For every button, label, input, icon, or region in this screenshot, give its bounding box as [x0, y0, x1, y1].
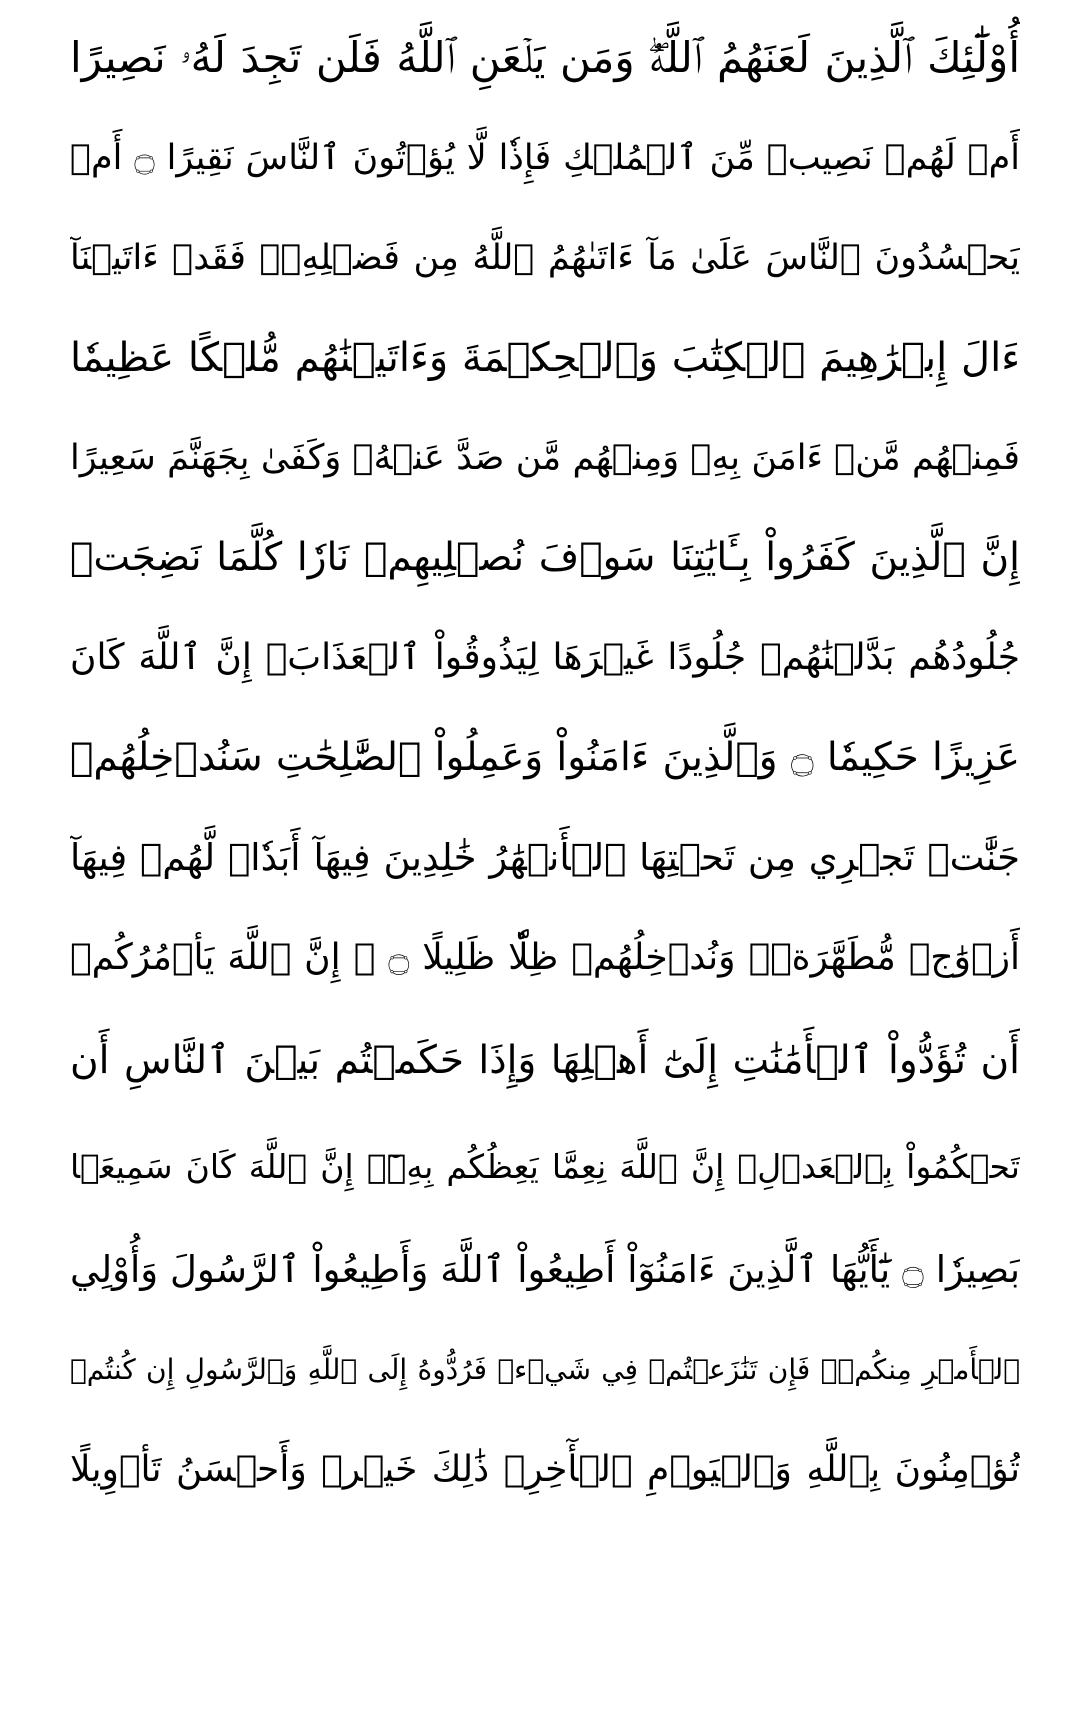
text-line-1: أُوْلَٰٓئِكَ ٱلَّذِينَ لَعَنَهُمُ ٱللَّهُۖ وَمَن يَلۡعَنِ ٱللَّهُ فَلَن تَجِدَ لَهُۥ نَصِيرًا: [70, 33, 1020, 82]
text-line-12: تَحۡكُمُواْ بِٱلۡعَدۡلِۚ إِنَّ ٱللَّهَ نِعِمَّا يَعِظُكُم بِهِۦٓۗ إِنَّ ٱللَّهَ كَانَ سَمِيعَۢا: [70, 1147, 1020, 1186]
text-line-5: فَمِنۡهُم مَّنۡ ءَامَنَ بِهِۦ وَمِنۡهُم مَّن صَدَّ عَنۡهُۚ وَكَفَىٰ بِجَهَنَّمَ سَعِيرًا: [70, 438, 1020, 478]
text-line-13: بَصِيرٗا ۝ يَٰٓأَيُّهَا ٱلَّذِينَ ءَامَنُوٓاْ أَطِيعُواْ ٱللَّهَ وَأَطِيعُواْ ٱلرَّسُولَ وَأُوْلِي: [70, 1248, 1020, 1291]
text-line-6: إِنَّ ٱلَّذِينَ كَفَرُواْ بِـَٔايَٰتِنَا سَوۡفَ نُصۡلِيهِمۡ نَارٗا كُلَّمَا نَضِجَتۡ: [70, 535, 1020, 580]
text-line-10: أَزۡوَٰجٞ مُّطَهَّرَةٞۖ وَنُدۡخِلُهُمۡ ظِلّٗا ظَلِيلًا ۝ ۞ إِنَّ ٱللَّهَ يَأۡمُرُكُمۡ: [70, 937, 1020, 978]
text-line-14: ٱلۡأَمۡرِ مِنكُمۡۖ فَإِن تَنَٰزَعۡتُمۡ فِي شَيۡءٖ فَرُدُّوهُ إِلَى ٱللَّهِ وَٱلرَّسُولِ إِن كُنتُمۡ: [70, 1353, 1020, 1386]
text-line-9: جَنَّٰتٖ تَجۡرِي مِن تَحۡتِهَا ٱلۡأَنۡهَٰرُ خَٰلِدِينَ فِيهَآ أَبَدٗاۖ لَّهُمۡ فِيهَآ: [70, 836, 1020, 879]
text-line-3: يَحۡسُدُونَ ٱلنَّاسَ عَلَىٰ مَآ ءَاتَىٰهُمُ ٱللَّهُ مِن فَضۡلِهِۦۖ فَقَدۡ ءَاتَيۡنَآ: [70, 238, 1020, 278]
text-line-4: ءَالَ إِبۡرَٰهِيمَ ٱلۡكِتَٰبَ وَٱلۡحِكۡمَةَ وَءَاتَيۡنَٰهُم مُّلۡكًا عَظِيمٗا: [70, 335, 1020, 381]
text-line-2: أَمۡ لَهُمۡ نَصِيبٞ مِّنَ ٱلۡمُلۡكِ فَإِذٗا لَّا يُؤۡتُونَ ٱلنَّاسَ نَقِيرًا ۝ أَمۡ: [70, 138, 1020, 178]
text-line-15: تُؤۡمِنُونَ بِٱللَّهِ وَٱلۡيَوۡمِ ٱلۡأٓخِرِۚ ذَٰلِكَ خَيۡرٞ وَأَحۡسَنُ تَأۡوِيلًا: [70, 1449, 1020, 1490]
quran-text-block: [70, 8, 1020, 1520]
text-line-8: عَزِيزًا حَكِيمٗا ۝ وَٱلَّذِينَ ءَامَنُواْ وَعَمِلُواْ ٱلصَّٰلِحَٰتِ سَنُدۡخِلُهُمۡ: [70, 735, 1020, 780]
text-line-11: أَن تُؤَدُّواْ ٱلۡأَمَٰنَٰتِ إِلَىٰٓ أَهۡلِهَا وَإِذَا حَكَمۡتُم بَيۡنَ ٱلنَّاسِ أَن: [70, 1038, 1020, 1083]
text-line-7: جُلُودُهُم بَدَّلۡنَٰهُمۡ جُلُودًا غَيۡرَهَا لِيَذُوقُواْ ٱلۡعَذَابَۗ إِنَّ ٱللَّهَ كَانَ: [70, 637, 1020, 678]
